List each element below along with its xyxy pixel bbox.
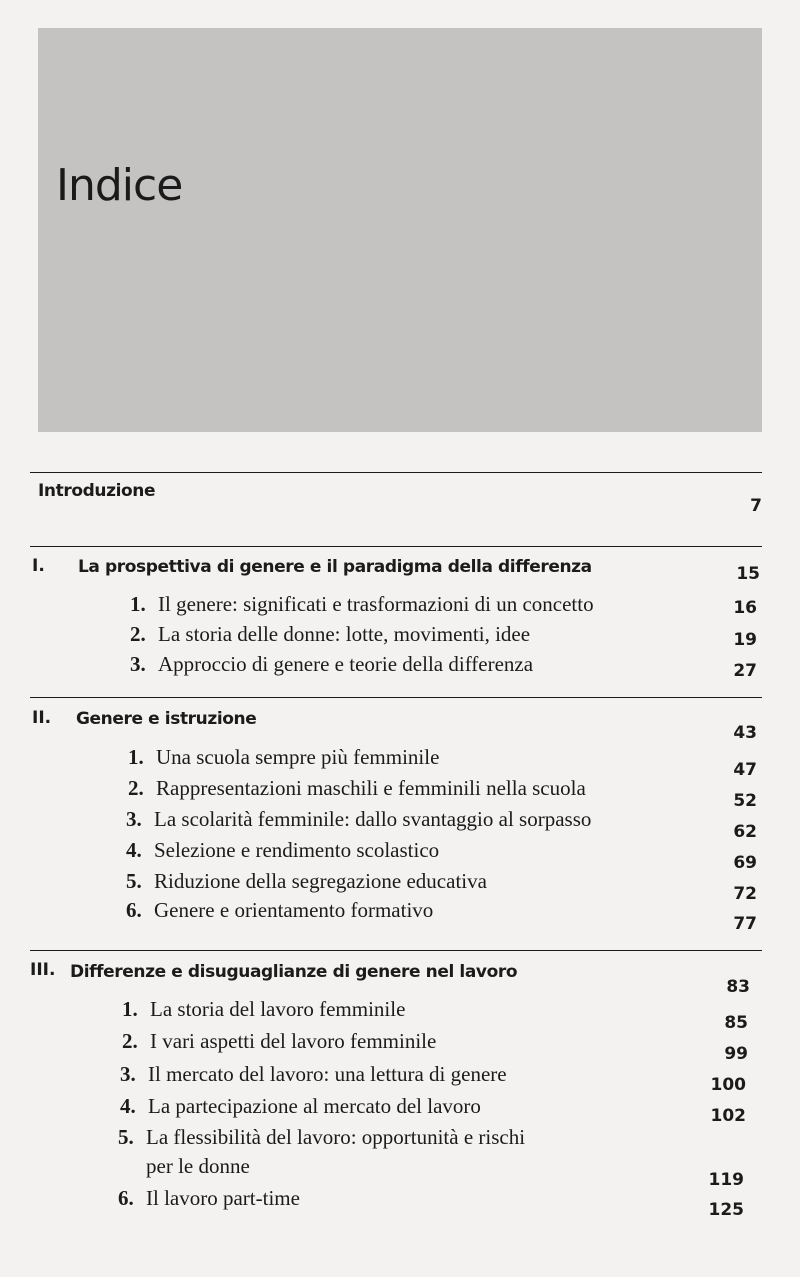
entry-page: 52 [733, 791, 757, 811]
chapter-page: 43 [733, 723, 757, 743]
entry-page: 19 [733, 630, 757, 650]
intro-page: 7 [750, 496, 762, 516]
entry-text: La partecipazione al mercato del lavoro [148, 1094, 481, 1118]
entry-page: 119 [708, 1170, 744, 1190]
toc-entry [130, 622, 530, 647]
entry-page: 69 [733, 853, 757, 873]
toc-entry [120, 1094, 481, 1119]
entry-page: 125 [708, 1200, 744, 1220]
entry-page: 47 [733, 760, 757, 780]
entry-number: 4. [126, 838, 142, 862]
divider-rule [30, 950, 762, 951]
intro-label: Introduzione [38, 481, 156, 501]
entry-page: 77 [733, 914, 757, 934]
toc-entry [126, 807, 591, 832]
chapter-title: Genere e istruzione [76, 709, 257, 729]
toc-entry [130, 652, 533, 677]
entry-page: 85 [724, 1013, 748, 1033]
page-title: Indice [56, 160, 183, 211]
entry-number: 3. [126, 807, 142, 831]
toc-entry [128, 745, 439, 770]
entry-number: 5. [126, 869, 142, 893]
entry-text: La scolarità femminile: dallo svantaggio al sorpasso [154, 807, 592, 831]
toc-entry [128, 776, 586, 801]
entry-number: 6. [118, 1186, 134, 1210]
toc-entry [118, 1125, 525, 1150]
entry-number: 3. [130, 652, 146, 676]
entry-number: 1. [122, 997, 138, 1021]
entry-text: Il genere: significati e trasformazioni di un concetto [158, 592, 594, 616]
entry-page: 62 [733, 822, 757, 842]
entry-text: La storia delle donne: lotte, movimenti, idee [158, 622, 531, 646]
entry-text: La flessibilità del lavoro: opportunità e rischi [146, 1125, 526, 1149]
entry-number: 5. [118, 1125, 134, 1149]
entry-number: 1. [130, 592, 146, 616]
entry-text: Una scuola sempre più femminile [156, 745, 440, 769]
toc-entry-continuation: per le donne [146, 1154, 250, 1178]
entry-page: 16 [733, 598, 757, 618]
entry-page: 99 [724, 1044, 748, 1064]
divider-rule [30, 697, 762, 698]
toc-entry [120, 1062, 507, 1087]
entry-text: I vari aspetti del lavoro femminile [150, 1029, 437, 1053]
toc-entry [122, 1029, 436, 1054]
chapter-title: La prospettiva di genere e il paradigma della differenza [78, 557, 592, 577]
chapter-number: III. [30, 960, 56, 980]
entry-text: Riduzione della segregazione educativa [154, 869, 487, 893]
entry-text: Il lavoro part-time [146, 1186, 300, 1210]
toc-entry [126, 869, 487, 894]
chapter-number: II. [32, 708, 52, 728]
entry-text: Genere e orientamento formativo [154, 898, 434, 922]
entry-number: 3. [120, 1062, 136, 1086]
toc-entry [122, 997, 405, 1022]
entry-page: 102 [710, 1106, 746, 1126]
entry-number: 1. [128, 745, 144, 769]
entry-number: 2. [122, 1029, 138, 1053]
entry-number: 2. [130, 622, 146, 646]
entry-page: 100 [710, 1075, 746, 1095]
entry-number: 4. [120, 1094, 136, 1118]
entry-page: 27 [733, 661, 757, 681]
divider-rule [30, 472, 762, 473]
chapter-title: Differenze e disuguaglianze di genere nel lavoro [70, 962, 518, 982]
entry-text: La storia del lavoro femminile [150, 997, 406, 1021]
entry-text: Approccio di genere e teorie della differenza [158, 652, 534, 676]
entry-text: Il mercato del lavoro: una lettura di genere [148, 1062, 507, 1086]
entry-number: 2. [128, 776, 144, 800]
toc-entry [126, 838, 439, 863]
entry-number: 6. [126, 898, 142, 922]
entry-text: Selezione e rendimento scolastico [154, 838, 440, 862]
entry-text: Rappresentazioni maschili e femminili nella scuola [156, 776, 586, 800]
chapter-number: I. [32, 556, 45, 576]
entry-page: 72 [733, 884, 757, 904]
toc-entry [118, 1186, 300, 1211]
chapter-page: 15 [736, 564, 760, 584]
toc-entry [126, 898, 433, 923]
divider-rule [30, 546, 762, 547]
toc-entry [130, 592, 594, 617]
chapter-page: 83 [726, 977, 750, 997]
title-band [38, 28, 762, 432]
